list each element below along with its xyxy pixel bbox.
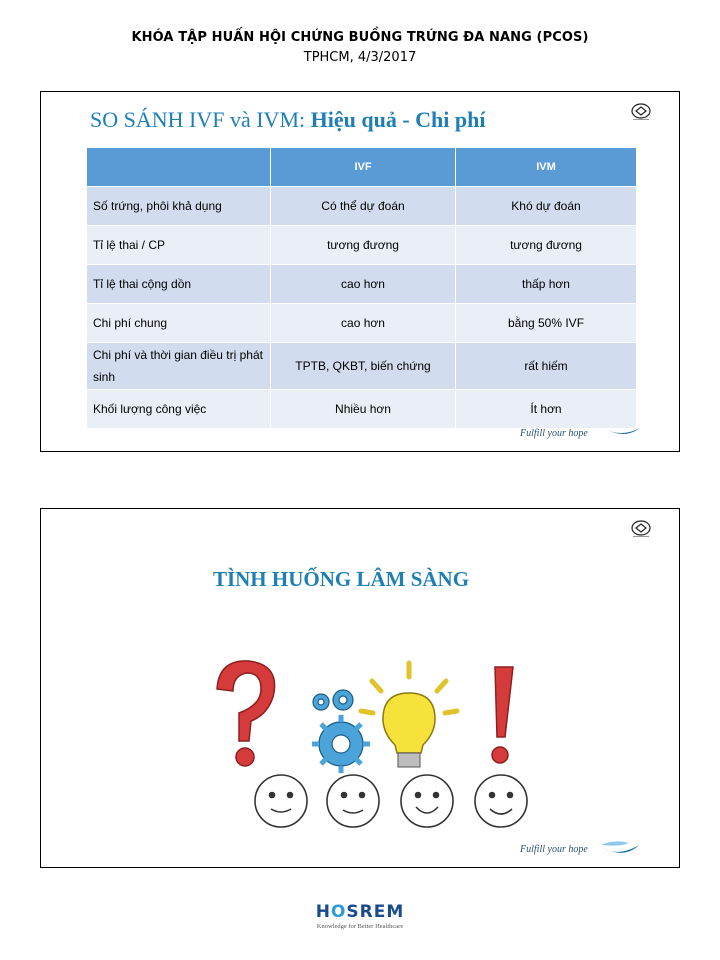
clinic-logo-icon (629, 103, 653, 121)
table-cell: Chi phí chung (87, 304, 271, 343)
wave-logo-icon (599, 839, 641, 855)
wave-logo-icon (602, 424, 642, 438)
table-row (87, 226, 637, 265)
table-cell: bằng 50% IVF (456, 304, 637, 343)
table-row (87, 343, 637, 390)
table-cell: Nhiều hơn (271, 390, 456, 429)
table-row (87, 304, 637, 343)
table-cell: rất hiếm (456, 343, 637, 390)
clinical-case-illustration (209, 649, 539, 829)
document-title: KHÓA TẬP HUẤN HỘI CHỨNG BUỒNG TRỨNG ĐA NANG (PCOS) (131, 30, 589, 45)
table-row (87, 265, 637, 304)
slide-title: TÌNH HUỐNG LÂM SÀNG (212, 567, 470, 591)
smiley-face-icon (255, 775, 527, 827)
table-cell: thấp hơn (456, 265, 637, 304)
table-header-cell: IVM (456, 148, 637, 187)
slogan-text: Fulfill your hope (520, 428, 588, 439)
table-cell: Số trứng, phôi khả dụng (87, 187, 271, 226)
table-cell: Khối lượng công việc (87, 390, 271, 429)
slide-title (90, 107, 485, 133)
hosrem-tagline: Knowledge for Better Healthcare (316, 923, 404, 930)
slide-clinical-case (40, 508, 680, 868)
table-cell: cao hơn (271, 265, 456, 304)
table-header-cell (87, 148, 271, 187)
exclamation-mark-icon (492, 667, 513, 763)
table-header-cell: IVF (271, 148, 456, 187)
table-cell: tương đương (271, 226, 456, 265)
table-cell: Có thể dự đoán (271, 187, 456, 226)
slide-title-bold: Hiệu quả - Chi phí (310, 107, 486, 132)
comparison-table (86, 147, 637, 429)
hosrem-logo (309, 902, 411, 930)
table-header-row (87, 148, 637, 187)
slogan-text: Fulfill your hope (520, 844, 588, 855)
clinic-logo-icon (629, 520, 653, 538)
table-cell: Tỉ lệ thai cộng dồn (87, 265, 271, 304)
table-cell: Khó dự đoán (456, 187, 637, 226)
hosrem-wordmark: HOSREM (315, 902, 405, 922)
table-cell: Ít hơn (456, 390, 637, 429)
table-cell: TPTB, QKBT, biến chứng (271, 343, 456, 390)
lightbulb-icon (361, 663, 457, 767)
table-cell: tương đương (456, 226, 637, 265)
slide-ivf-ivm-comparison (40, 91, 680, 452)
table-cell: Chi phí và thời gian điều trị phát sinh (87, 343, 271, 390)
gear-icon (312, 690, 370, 773)
question-mark-icon (217, 661, 275, 766)
table-row (87, 187, 637, 226)
table-row (87, 390, 637, 429)
document-subtitle: TPHCM, 4/3/2017 (303, 50, 417, 65)
table-cell: cao hơn (271, 304, 456, 343)
table-cell: Tỉ lệ thai / CP (87, 226, 271, 265)
slide-title-plain: SO SÁNH IVF và IVM: (90, 107, 311, 132)
